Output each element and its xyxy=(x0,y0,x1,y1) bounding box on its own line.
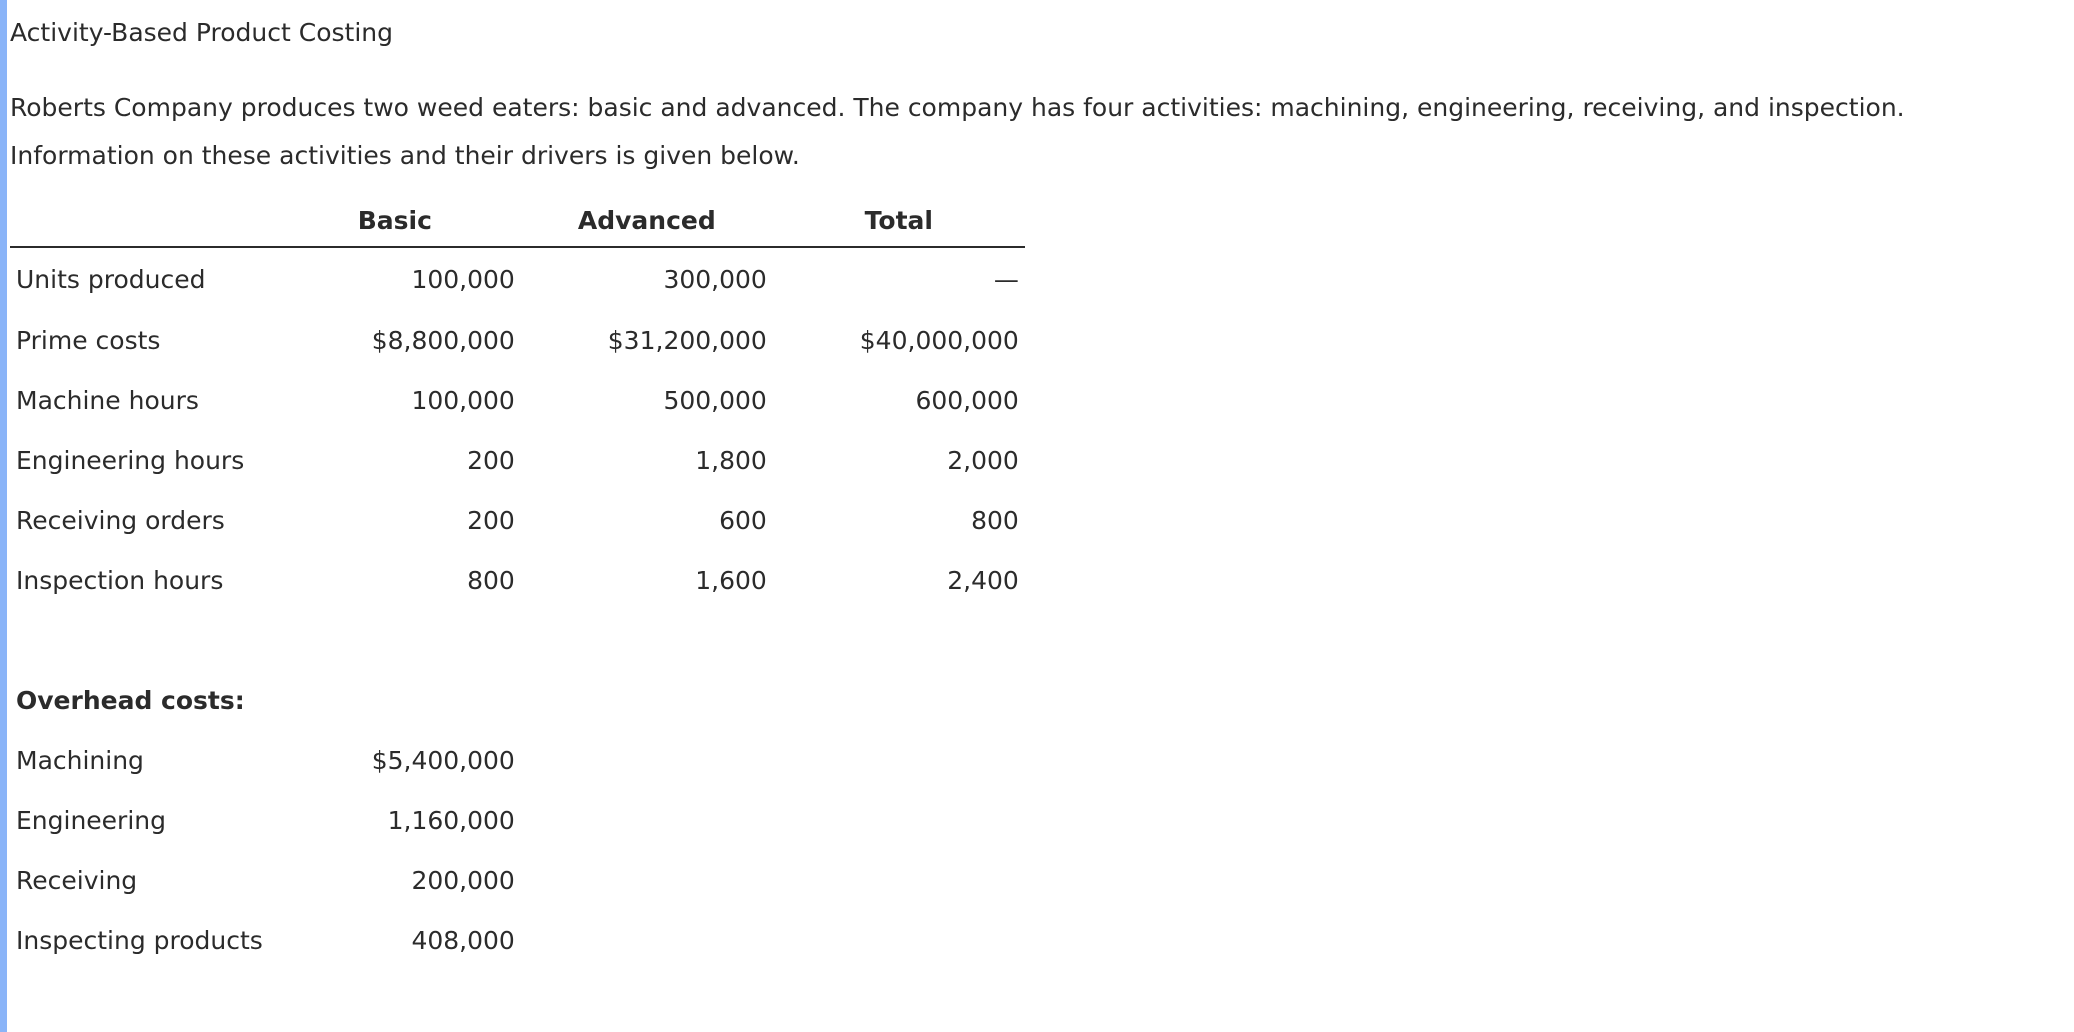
table-row xyxy=(10,490,1025,550)
total-value: — xyxy=(993,264,1019,294)
row-label: Machine hours xyxy=(16,385,199,415)
row-label: Units produced xyxy=(16,264,206,294)
header-basic: Basic xyxy=(269,194,521,247)
header-total: Total xyxy=(773,194,1025,247)
basic-value: $8,800,000 xyxy=(371,325,515,355)
spacer-row xyxy=(10,610,1025,670)
advanced-value: 300,000 xyxy=(663,264,767,294)
overhead-heading: Overhead costs: xyxy=(16,685,245,715)
overhead-label: Inspecting products xyxy=(16,925,263,955)
basic-value: 100,000 xyxy=(411,385,515,415)
total-value: 800 xyxy=(971,505,1019,535)
overhead-section-row xyxy=(10,670,1025,730)
overhead-value: 408,000 xyxy=(411,925,515,955)
activity-data-table xyxy=(10,194,1025,970)
problem-intro: Roberts Company produces two weed eaters: basic and advanced. The company has four activities: machining, engineering, receiving, and inspection. Information on these activities and their drivers is given below. xyxy=(10,93,1905,170)
overhead-value: $5,400,000 xyxy=(371,745,515,775)
advanced-value: 500,000 xyxy=(663,385,767,415)
basic-value: 800 xyxy=(467,565,515,595)
header-advanced: Advanced xyxy=(521,194,773,247)
table-row xyxy=(10,910,1025,970)
table-row xyxy=(10,730,1025,790)
table-row xyxy=(10,310,1025,370)
advanced-value: 600 xyxy=(719,505,767,535)
table-row xyxy=(10,247,1025,310)
advanced-value: $31,200,000 xyxy=(607,325,767,355)
row-label: Inspection hours xyxy=(16,565,224,595)
overhead-label: Machining xyxy=(16,745,144,775)
advanced-value: 1,800 xyxy=(695,445,767,475)
row-label: Engineering hours xyxy=(16,445,245,475)
table-row xyxy=(10,370,1025,430)
row-label: Prime costs xyxy=(16,325,161,355)
basic-value: 100,000 xyxy=(411,264,515,294)
table-row xyxy=(10,430,1025,490)
page-title: Activity-Based Product Costing xyxy=(10,18,393,47)
total-value: 600,000 xyxy=(915,385,1019,415)
table-row xyxy=(10,790,1025,850)
overhead-label: Receiving xyxy=(16,865,138,895)
row-label: Receiving orders xyxy=(16,505,225,535)
left-accent-bar xyxy=(0,0,7,1032)
total-value: 2,400 xyxy=(947,565,1019,595)
header-label-column xyxy=(10,194,269,247)
table-row xyxy=(10,850,1025,910)
total-value: 2,000 xyxy=(947,445,1019,475)
total-value: $40,000,000 xyxy=(859,325,1019,355)
overhead-value: 200,000 xyxy=(411,865,515,895)
overhead-label: Engineering xyxy=(16,805,166,835)
basic-value: 200 xyxy=(467,505,515,535)
overhead-value: 1,160,000 xyxy=(387,805,515,835)
basic-value: 200 xyxy=(467,445,515,475)
advanced-value: 1,600 xyxy=(695,565,767,595)
table-row xyxy=(10,550,1025,610)
table-header-row xyxy=(10,194,1025,247)
